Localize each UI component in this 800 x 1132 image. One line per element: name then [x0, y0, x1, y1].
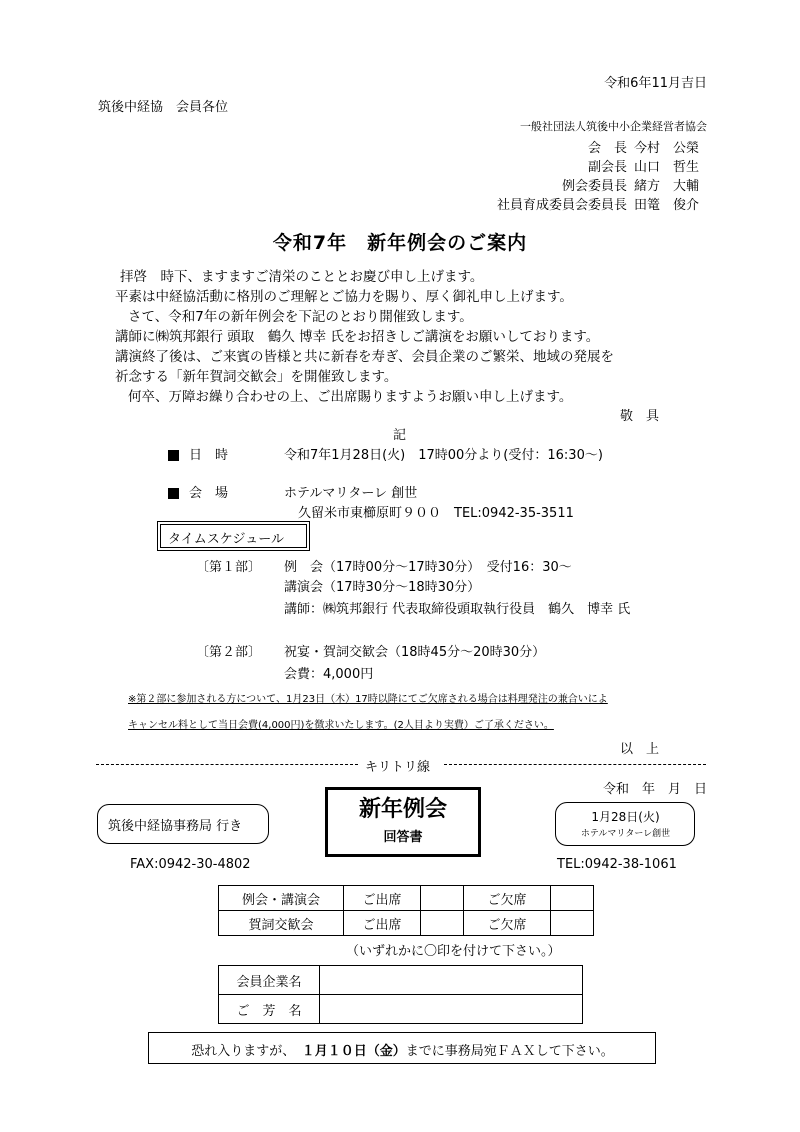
company-field[interactable] [320, 966, 583, 995]
name-label: ご 芳 名 [219, 995, 320, 1024]
part2-label: 〔第２部〕 [196, 645, 262, 660]
datetime-label: 日 時 [168, 444, 228, 463]
company-table [218, 965, 583, 1024]
table-row [219, 966, 583, 995]
attend-mark-cell[interactable] [421, 886, 464, 911]
officer-role: 会 長 [587, 141, 627, 156]
issue-date: 令和6年11月吉日 [604, 76, 707, 91]
table-row [219, 911, 594, 936]
part1-label: 〔第１部〕 [196, 560, 262, 575]
officer-name: 緒方 大輔 [634, 179, 700, 194]
org-name: 一般社団法人筑後中小企業経営者協会 [520, 120, 707, 133]
venue-address: 久留米市東櫛原町９００ TEL:0942-35-3511 [298, 506, 574, 521]
stamp-sub: 回答書 [383, 830, 423, 845]
cut-line-left [96, 764, 358, 765]
bullet-square-icon [168, 450, 179, 461]
tel-number: TEL:0942-38-1061 [557, 857, 677, 872]
venue-label: 会 場 [168, 482, 228, 501]
ijo: 以 上 [620, 742, 660, 757]
table-row [219, 995, 583, 1024]
to-office: 筑後中経協事務局 行き [108, 819, 243, 834]
attend-mark-cell[interactable] [421, 911, 464, 936]
name-field[interactable] [320, 995, 583, 1024]
part1-line: 講師：㈱筑邦銀行 代表取締役頭取執行役員 鶴久 博幸 氏 [284, 602, 631, 617]
page-title: 令和7年 新年例会のご案内 [272, 232, 528, 254]
venue-value: ホテルマリターレ 創世 [284, 486, 418, 501]
footer-deadline: １月１０日（金） [301, 1044, 406, 1059]
officer-name: 田篭 俊介 [634, 198, 700, 213]
officer-role: 副会長 [587, 160, 627, 175]
footer-text: 恐れ入りますが、 １月１０日（金）までに事務局宛ＦＡＸして下さい。 [191, 1044, 614, 1059]
cut-line-right [444, 764, 706, 765]
row-label: 賀詞交歓会 [219, 911, 344, 936]
absent-option: ご欠席 [464, 886, 551, 911]
attendance-table [218, 885, 594, 936]
part1-line: 例 会（17時00分～17時30分） 受付16：30～ [284, 560, 572, 575]
closing: 敬 具 [620, 409, 660, 424]
note-line: キャンセル料として当日会費(4,000円)を徴求いたします。(2人目より実費）ご了承ください。 [128, 720, 554, 731]
part2-line: 祝宴・賀詞交歓会（18時45分～20時30分） [284, 645, 546, 660]
company-label: 会員企業名 [219, 966, 320, 995]
stamp-title: 新年例会 [358, 797, 447, 822]
row-label: 例会・講演会 [219, 886, 344, 911]
form-date: 令和 年 月 日 [602, 782, 707, 797]
absent-mark-cell[interactable] [551, 886, 594, 911]
absent-mark-cell[interactable] [551, 911, 594, 936]
table-row [219, 886, 594, 911]
event-date: 1月28日(火) [591, 810, 660, 824]
body-line: 拝啓 時下、ますますご清栄のこととお慶び申し上げます。 [120, 269, 484, 285]
body-line: 講演終了後は、ご来賓の皆様と共に新春を寿ぎ、会員企業のご繁栄、地域の発展を [115, 349, 614, 365]
officer-name: 山口 哲生 [634, 160, 700, 175]
attend-option: ご出席 [344, 886, 421, 911]
part1-line: 講演会（17時30分～18時30分） [284, 580, 481, 595]
part2-line: 会費：4,000円 [284, 667, 374, 682]
note-line: ※第２部に参加される方について、1月23日（木）17時以降にてご欠席される場合は料理発注の兼合いによ [128, 694, 608, 705]
officer-role: 社員育成委員会委員長 [496, 198, 627, 213]
absent-option: ご欠席 [464, 911, 551, 936]
body-line: 講師に㈱筑邦銀行 頭取 鶴久 博幸 氏をお招きしご講演をお願いしております。 [115, 329, 600, 345]
datetime-value: 令和7年1月28日(火) 17時00分より(受付：16:30～) [284, 448, 603, 463]
event-venue: ホテルマリターレ創世 [580, 829, 671, 839]
instruction: （いずれかに〇印を付けて下さい。） [346, 944, 561, 959]
body-line: さて、令和7年の新年例会を下記のとおり開催致します。 [128, 309, 473, 325]
body-line: 祈念する「新年賀詞交歓会」を開催致します。 [115, 369, 398, 385]
cut-line-label: キリトリ線 [365, 760, 431, 775]
body-line: 何卒、万障お繰り合わせの上、ご出席賜りますようお願い申し上げます。 [128, 389, 573, 405]
fax-number: FAX:0942-30-4802 [130, 857, 251, 872]
bullet-square-icon [168, 488, 179, 499]
officer-name: 今村 公榮 [634, 141, 700, 156]
timetable-title: タイムスケジュール [168, 532, 284, 547]
recipient: 筑後中経協 会員各位 [98, 100, 229, 115]
body-line: 平素は中経協活動に格別のご理解とご協力を賜り、厚く御礼申し上げます。 [115, 289, 573, 305]
attend-option: ご出席 [344, 911, 421, 936]
ki-heading: 記 [393, 428, 407, 443]
officer-role: 例会委員長 [561, 179, 627, 194]
